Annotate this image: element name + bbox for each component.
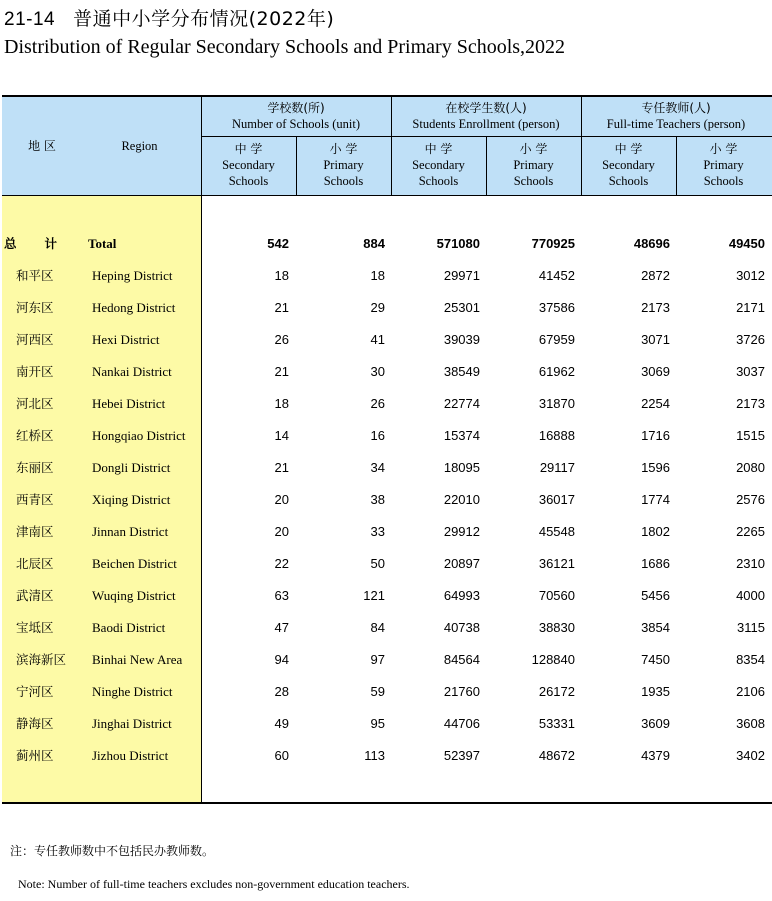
cell-value: 20 [274, 524, 289, 539]
region-en: Baodi District [92, 620, 166, 635]
cell-value: 47 [274, 620, 289, 635]
cell-value: 1596 [641, 460, 670, 475]
cell-value: 2080 [736, 460, 765, 475]
table-title-cn [4, 4, 334, 31]
table-code: 21-14 [4, 9, 56, 30]
cell-value: 40738 [443, 620, 480, 635]
cell-value: 4000 [736, 588, 765, 603]
cell-value: 70560 [538, 588, 575, 603]
region-en: Xiqing District [92, 492, 171, 507]
cell-value: 884 [363, 236, 385, 251]
cell-value: 3071 [641, 332, 670, 347]
cell-value: 18095 [443, 460, 480, 475]
cell-value: 571080 [436, 236, 480, 251]
subheader-primary: 小 学 Primary Schools [323, 142, 364, 188]
region-cn: 津南区 [16, 524, 54, 539]
cell-value: 39039 [443, 332, 480, 347]
cell-value: 38 [370, 492, 385, 507]
cell-value: 97 [370, 652, 385, 667]
table-row [2, 452, 772, 484]
cell-value: 45548 [538, 524, 575, 539]
region-en: Total [88, 236, 117, 251]
cell-value: 50 [370, 556, 385, 571]
cell-value: 1935 [641, 684, 670, 699]
cell-value: 53331 [538, 716, 575, 731]
cell-value: 29971 [443, 268, 480, 283]
region-cn: 东丽区 [16, 460, 54, 475]
cell-value: 94 [274, 652, 289, 667]
cell-value: 41 [370, 332, 385, 347]
cell-value: 22774 [443, 396, 480, 411]
region-en: Hongqiao District [92, 428, 186, 443]
table-row [2, 420, 772, 452]
header-schools: 学校数(所) Number of Schools (unit) [231, 101, 361, 131]
table-row [2, 708, 772, 740]
region-en: Dongli District [92, 460, 171, 475]
note-en: Note: Number of full-time teachers excludes non-government education teachers. [18, 877, 410, 891]
cell-value: 61962 [538, 364, 575, 379]
table-top-rule [2, 95, 772, 97]
cell-value: 22 [274, 556, 289, 571]
region-en: Hebei District [92, 396, 166, 411]
header-region-cn: 地 区 [28, 139, 56, 153]
cell-value: 2171 [736, 300, 765, 315]
table-bottom-rule [2, 802, 772, 804]
table-row [2, 292, 772, 324]
cell-value: 36121 [538, 556, 575, 571]
region-en: Hedong District [92, 300, 176, 315]
cell-value: 18 [274, 268, 289, 283]
cell-value: 3608 [736, 716, 765, 731]
cell-value: 29912 [443, 524, 480, 539]
table-row [2, 548, 772, 580]
cell-value: 21760 [443, 684, 480, 699]
cell-value: 29117 [539, 460, 575, 475]
region-cn: 滨海新区 [16, 652, 67, 667]
region-en: Jizhou District [92, 748, 169, 763]
region-cn: 静海区 [16, 716, 54, 731]
cell-value: 14 [274, 428, 289, 443]
cell-value: 59 [370, 684, 385, 699]
region-en: Binhai New Area [92, 652, 183, 667]
region-en: Jinghai District [92, 716, 172, 731]
cell-value: 3069 [641, 364, 670, 379]
cell-value: 21 [274, 460, 289, 475]
cell-value: 25301 [443, 300, 480, 315]
cell-value: 18 [274, 396, 289, 411]
cell-value: 2265 [736, 524, 765, 539]
cell-value: 22010 [443, 492, 480, 507]
cell-value: 2173 [736, 396, 765, 411]
cell-value: 20897 [443, 556, 480, 571]
region-cn: 宁河区 [16, 684, 54, 699]
cell-value: 770925 [531, 236, 575, 251]
cell-value: 84 [370, 620, 385, 635]
header-region-en: Region [121, 139, 158, 153]
region-cn: 河西区 [16, 332, 54, 347]
cell-value: 21 [274, 364, 289, 379]
cell-value: 33 [370, 524, 385, 539]
cell-value: 64993 [443, 588, 480, 603]
cell-value: 30 [370, 364, 385, 379]
cell-value: 21 [274, 300, 289, 315]
region-cn: 河东区 [16, 300, 54, 315]
cell-value: 26 [370, 396, 385, 411]
cell-value: 3037 [736, 364, 765, 379]
subheader-primary: 小 学 Primary Schools [513, 142, 554, 188]
data-table [2, 95, 772, 804]
cell-value: 16888 [538, 428, 575, 443]
region-cn: 宝坻区 [16, 620, 54, 635]
region-cn: 和平区 [16, 268, 54, 283]
region-en: Beichen District [92, 556, 177, 571]
cell-value: 128840 [531, 652, 575, 667]
cell-value: 34 [370, 460, 385, 475]
cell-value: 4379 [641, 748, 670, 763]
cell-value: 2106 [736, 684, 765, 699]
cell-value: 1686 [641, 556, 670, 571]
cell-value: 29 [370, 300, 385, 315]
table-row [2, 356, 772, 388]
table-row [2, 484, 772, 516]
table-row [2, 644, 772, 676]
cell-value: 5456 [641, 588, 670, 603]
total-row [2, 228, 772, 260]
cell-value: 1716 [641, 428, 670, 443]
cell-value: 41452 [538, 268, 575, 283]
note-cn: 注：专任教师数中不包括民办教师数。 [10, 844, 215, 858]
cell-value: 2576 [736, 492, 765, 507]
cell-value: 3609 [641, 716, 670, 731]
table-row [2, 580, 772, 612]
cell-value: 542 [267, 236, 289, 251]
cell-value: 113 [364, 748, 385, 763]
cell-value: 60 [274, 748, 289, 763]
cell-value: 8354 [736, 652, 765, 667]
cell-value: 3726 [736, 332, 765, 347]
region-cn: 红桥区 [16, 428, 54, 443]
subheader-primary: 小 学 Primary Schools [703, 142, 744, 188]
region-en: Heping District [92, 268, 173, 283]
header-divider-lower [2, 195, 772, 196]
cell-value: 44706 [443, 716, 480, 731]
cell-value: 84564 [443, 652, 480, 667]
subheader-secondary: 中 学 Secondary Schools [222, 142, 275, 188]
cell-value: 3115 [737, 620, 765, 635]
cell-value: 2254 [641, 396, 670, 411]
cell-value: 3012 [736, 268, 765, 283]
region-cn: 北辰区 [16, 556, 54, 571]
subheader-secondary: 中 学 Secondary Schools [412, 142, 465, 188]
cell-value: 1515 [736, 428, 765, 443]
cell-value: 26172 [538, 684, 575, 699]
table-row [2, 676, 772, 708]
header-students: 在校学生数(人) Students Enrollment (person) [412, 101, 560, 131]
cell-value: 36017 [538, 492, 575, 507]
cell-value: 16 [370, 428, 385, 443]
cell-value: 49450 [728, 236, 765, 251]
cell-value: 49 [274, 716, 289, 731]
cell-value: 2310 [736, 556, 765, 571]
region-cn: 南开区 [16, 364, 54, 379]
table-row [2, 324, 772, 356]
region-en: Jinnan District [92, 524, 169, 539]
cell-value: 18 [370, 268, 385, 283]
cell-value: 48672 [538, 748, 575, 763]
cell-value: 95 [370, 716, 385, 731]
header-teachers: 专任教师(人) Full-time Teachers (person) [606, 101, 746, 131]
cell-value: 1802 [641, 524, 670, 539]
cell-value: 3402 [736, 748, 765, 763]
cell-value: 20 [274, 492, 289, 507]
region-cn: 西青区 [16, 492, 54, 507]
cell-value: 121 [363, 588, 385, 603]
cell-value: 52397 [443, 748, 480, 763]
table-title-cn-text: 普通中小学分布情况(2022年) [73, 8, 335, 30]
cell-value: 2872 [641, 268, 670, 283]
region-cn: 总计 [4, 236, 86, 251]
table-row [2, 388, 772, 420]
region-cn: 蓟州区 [16, 748, 54, 763]
cell-value: 38830 [538, 620, 575, 635]
cell-value: 37586 [538, 300, 575, 315]
region-cn: 武清区 [16, 588, 54, 603]
cell-value: 31870 [538, 396, 575, 411]
cell-value: 3854 [641, 620, 670, 635]
region-en: Ninghe District [92, 684, 173, 699]
region-en: Wuqing District [92, 588, 176, 603]
table-row [2, 260, 772, 292]
table-row [2, 612, 772, 644]
cell-value: 67959 [538, 332, 575, 347]
cell-value: 26 [274, 332, 289, 347]
cell-value: 48696 [633, 236, 670, 251]
table-title-en: Distribution of Regular Secondary Schools and Primary Schools,2022 [4, 36, 566, 58]
cell-value: 28 [274, 684, 289, 699]
cell-value: 15374 [443, 428, 480, 443]
cell-value: 7450 [641, 652, 670, 667]
region-cn: 河北区 [16, 396, 54, 411]
region-en: Hexi District [92, 332, 160, 347]
cell-value: 38549 [443, 364, 480, 379]
cell-value: 63 [274, 588, 289, 603]
cell-value: 2173 [641, 300, 670, 315]
table-row [2, 740, 772, 772]
cell-value: 1774 [641, 492, 670, 507]
table-row [2, 516, 772, 548]
region-en: Nankai District [92, 364, 172, 379]
subheader-secondary: 中 学 Secondary Schools [602, 142, 655, 188]
